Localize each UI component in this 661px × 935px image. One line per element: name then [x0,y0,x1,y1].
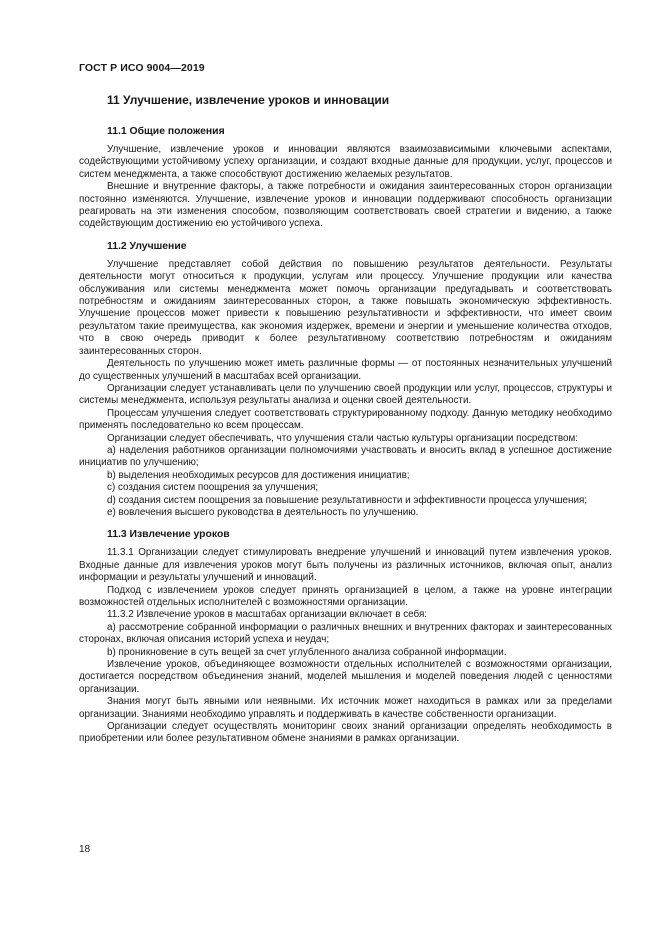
paragraph: Организации следует устанавливать цели по улучшению своей продукции или услуг, процессов, структуры и системы менеджмента, используя результаты анализа и оценки своей деятельности. [79,382,612,407]
section-title: 11 Улучшение, извлечение уроков и инновации [107,93,390,107]
list-item: a) рассмотрение собранной информации о различных внешних и внутренних факторах и заинтересованных сторонах, включая описания историй успеха и неудач; [79,621,612,646]
paragraph: Улучшение представляет собой действия по повышению результатов деятельности. Результаты деятельности могут относиться к продукции, услугам или процессу. Улучшение продукции или качества обслуживания или системы менеджмента может помочь организации предугадывать и соответствовать потребностям и ожиданиям заинтересованных сторон, а также повышать экономическую эффективность. Улучшение процессов может привести к повышению результативности и эффективности, что имеет своим результатом такие преимущества, как экономия издержек, времени и энергии и уменьшение количества отходов, что в свою очередь приводит к более результативному соответствию потребностям и ожиданиям заинтересованных сторон. [79,258,612,357]
paragraph: Подход с извлечением уроков следует принять организацией в целом, а также на уровне интеграции возможностей отдельных исполнителей с возможностями организации. [79,584,612,608]
paragraph: Внешние и внутренние факторы, а также потребности и ожидания заинтересованных сторон организации постоянно изменяются. Улучшение, извлечение уроков и инновации поддерживают способность организации реагировать на эти изменения способом, позволяющим соответствовать своей стратегии и видению, а также содействующим достижению ею устойчивого успеха. [79,181,612,230]
list-item: a) наделения работников организации полномочиями участвовать и вносить вклад в успешное достижение инициатив по улучшению; [79,444,612,469]
paragraph: Улучшение, извлечение уроков и инновации являются взаимозависимыми ключевыми аспектами, содействующими устойчивому успеху организации, и создают входные данные для продукции, услуг, процессов и систем менеджмента, а также способствуют достижению желаемых результатов. [79,144,612,180]
paragraph: Деятельность по улучшению может иметь различные формы — от постоянных незначительных улучшений до существенных улучшений в масштабах всей организации. [79,358,612,382]
paragraph: Организации следует обеспечивать, что улучшения стали частью культуры организации посредством: [107,432,579,444]
paragraph: Организации следует осуществлять мониторинг своих знаний организации определять необходимость в приобретении или более результативном обмене знаниями в рамках организации. [79,721,612,745]
document-header: ГОСТ Р ИСО 9004—2019 [79,62,205,74]
paragraph: Процессам улучшения следует соответствовать структурированному подходу. Данную методику необходимо применять последовательно ко всем процессам. [79,407,612,432]
subsection-title-11-3: 11.3 Извлечение уроков [107,529,230,541]
paragraph: 11.3.2 Извлечение уроков в масштабах организации включает в себя: [107,609,428,621]
subsection-title-11-1: 11.1 Общие положения [107,126,225,137]
paragraph: 11.3.1 Организации следует стимулировать внедрение улучшений и инноваций путем извлечения уроков. Входные данные для извлечения уроков могут быть получены из различных источников, включая опыт, анализ информации и результаты улучшений и инноваций. [79,547,612,584]
subsection-title-11-2: 11.2 Улучшение [107,240,187,252]
list-item: d) создания систем поощрения за повышение результативности и эффективности процесса улучшения; [107,494,588,506]
paragraph: Знания могут быть явными или неявными. Их источник может находиться в рамках или за пределами организации. Знаниями необходимо управлять и поддерживать в качестве собственности организации. [79,696,612,720]
list-item: c) создания систем поощрения за улучшения; [107,482,319,494]
list-item: e) вовлечения высшего руководства в деятельность по улучшению. [107,506,419,518]
document-body [79,92,612,746]
page-number: 18 [79,844,91,855]
paragraph: Извлечение уроков, объединяющее возможности отдельных исполнителей с возможностями организации, достигается посредством объединения знаний, моделей мышления и моделей поведения людей с ценностями организации. [79,659,612,695]
list-item: b) выделения необходимых ресурсов для достижения инициатив; [107,469,410,481]
list-item: b) проникновение в суть вещей за счет углубленного анализа собранной информации. [107,646,507,658]
